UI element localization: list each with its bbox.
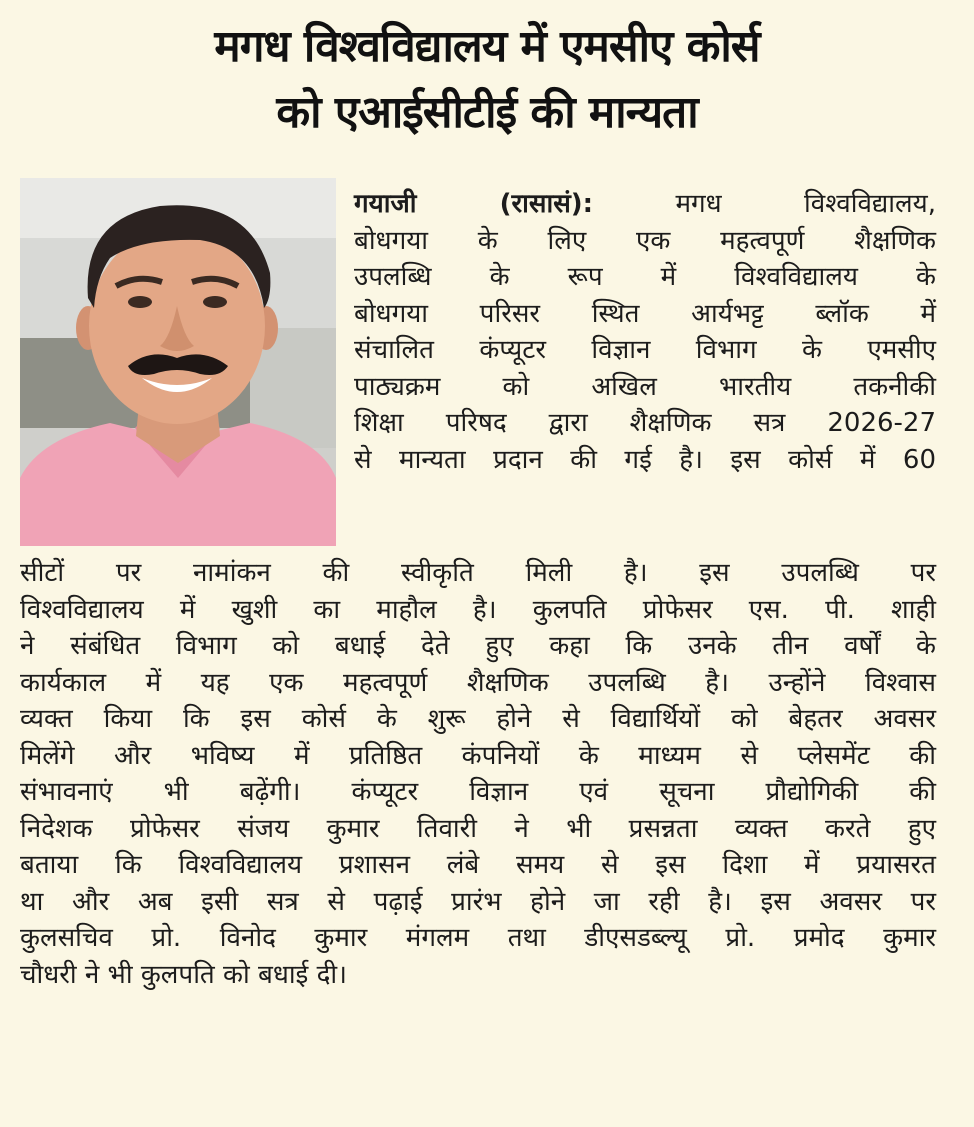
article-line-16: निदेशक प्रोफेसर संजय कुमार तिवारी ने भी प्रसन्नता व्यक्त करते हुए [20, 813, 936, 844]
article-line-5: संचालित कंप्यूटर विज्ञान विभाग के एमसीए [354, 335, 936, 365]
portrait-photo [20, 178, 336, 546]
article-line-18: था और अब इसी सत्र से पढ़ाई प्रारंभ होने जा रही है। इस अवसर पर [20, 886, 936, 917]
article-line-17: बताया कि विश्वविद्यालय प्रशासन लंबे समय से इस दिशा में प्रयासरत [20, 850, 936, 880]
portrait-illustration [20, 178, 336, 546]
article-line-9: सीटों पर नामांकन की स्वीकृति मिली है। इस उपलब्धि पर [20, 558, 936, 588]
article-line-4: बोधगया परिसर स्थित आर्यभट्ट ब्लॉक में [354, 298, 936, 329]
article-line-8: से मान्यता प्रदान की गई है। इस कोर्स में 60 [354, 444, 936, 475]
article-line-15: संभावनाएं भी बढ़ेंगी। कंप्यूटर विज्ञान एवं सूचना प्रौद्योगिकी की [20, 777, 936, 807]
headline-line-1: मगध विश्वविद्यालय में एमसीए कोर्स [214, 21, 760, 72]
article-line-3: उपलब्धि के रूप में विश्वविद्यालय के [354, 262, 936, 292]
article-body-full-width [20, 555, 936, 993]
article-line-11: ने संबंधित विभाग को बधाई देते हुए कहा कि उनके तीन वर्षों के [20, 631, 936, 661]
article-line-12: कार्यकाल में यह एक महत्वपूर्ण शैक्षणिक उपलब्धि है। उन्होंने विश्वास [20, 667, 936, 698]
article-line-13: व्यक्त किया कि इस कोर्स के शुरू होने से विद्यार्थियों को बेहतर अवसर [20, 704, 936, 734]
article-intro-column [354, 186, 936, 478]
headline-line-2: को एआईसीटीई की मान्यता [276, 87, 698, 138]
article-line-19: कुलसचिव प्रो. विनोद कुमार मंगलम तथा डीएसडब्ल्यू प्रो. प्रमोद कुमार [20, 923, 936, 953]
headline [0, 14, 974, 146]
article-line-2: बोधगया के लिए एक महत्वपूर्ण शैक्षणिक [354, 225, 936, 256]
dateline: गयाजी (रासासं): [354, 189, 594, 219]
article-line-14: मिलेंगे और भविष्य में प्रतिष्ठित कंपनियों के माध्यम से प्लेसमेंट की [20, 740, 936, 771]
article-line-10: विश्वविद्यालय में खुशी का माहौल है। कुलपति प्रोफेसर एस. पी. शाही [20, 594, 936, 625]
article-line-1: गयाजी (रासासं): मगध विश्वविद्यालय, [354, 189, 936, 219]
article-line-20: चौधरी ने भी कुलपति को बधाई दी। [20, 959, 347, 990]
article-line-6: पाठ्यक्रम को अखिल भारतीय तकनीकी [354, 371, 936, 402]
article-line-7: शिक्षा परिषद द्वारा शैक्षणिक सत्र 2026-27 [354, 408, 936, 438]
